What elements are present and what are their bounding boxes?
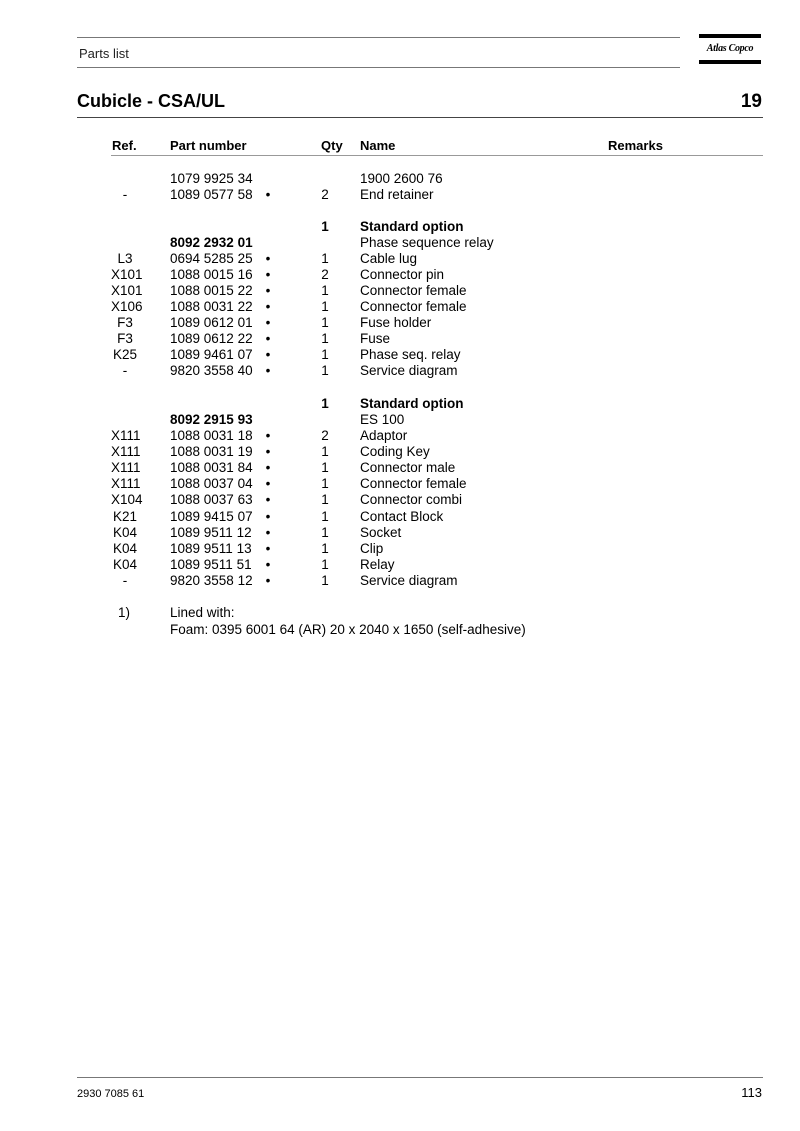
row-marker: • xyxy=(265,541,271,556)
row-name: 1900 2600 76 xyxy=(360,171,443,186)
table-row xyxy=(0,460,800,476)
row-name: Adaptor xyxy=(360,428,408,443)
row-ref: X104 xyxy=(111,492,143,507)
document-number: 2930 7085 61 xyxy=(77,1088,145,1100)
row-qty: 2 xyxy=(321,267,329,282)
row-ref: - xyxy=(122,573,128,588)
row-name: Phase sequence relay xyxy=(360,235,494,250)
row-name: Connector combi xyxy=(360,492,463,507)
table-row xyxy=(0,541,800,557)
row-part-number: 1088 0015 22 xyxy=(170,283,253,298)
row-name: Standard option xyxy=(360,396,464,411)
row-name: Coding Key xyxy=(360,444,430,459)
row-part-number: 1088 0037 63 xyxy=(170,492,253,507)
table-row xyxy=(0,509,800,525)
table-row xyxy=(0,219,800,235)
row-qty: 1 xyxy=(321,509,329,524)
table-row xyxy=(0,412,800,428)
row-marker: • xyxy=(265,299,271,314)
row-marker: • xyxy=(265,444,271,459)
row-part-number: 1089 9511 12 xyxy=(170,525,252,540)
column-header-ref: Ref. xyxy=(112,138,137,153)
row-marker: • xyxy=(265,347,271,362)
row-marker: • xyxy=(265,460,271,475)
row-qty: 2 xyxy=(321,187,329,202)
row-ref: X106 xyxy=(111,299,143,314)
row-marker: • xyxy=(265,267,271,282)
header-bottom-rule xyxy=(77,67,680,68)
row-name: Contact Block xyxy=(360,509,444,524)
row-marker: • xyxy=(265,363,271,378)
row-part-number: 8092 2915 93 xyxy=(170,412,253,427)
table-row xyxy=(0,299,800,315)
table-row xyxy=(0,363,800,379)
row-qty: 1 xyxy=(321,315,329,330)
row-name: Service diagram xyxy=(360,573,458,588)
row-name: Fuse holder xyxy=(360,315,432,330)
footnote-line-1: Lined with: xyxy=(170,605,235,620)
row-part-number: 9820 3558 40 xyxy=(170,363,253,378)
row-qty: 1 xyxy=(321,363,329,378)
row-part-number: 1088 0031 18 xyxy=(170,428,253,443)
row-ref: - xyxy=(122,187,128,202)
row-qty: 1 xyxy=(321,541,329,556)
row-name: Cable lug xyxy=(360,251,418,266)
header-top-rule xyxy=(77,37,680,38)
row-part-number: 1088 0031 19 xyxy=(170,444,253,459)
row-marker: • xyxy=(265,331,271,346)
table-row xyxy=(0,315,800,331)
row-marker: • xyxy=(265,573,271,588)
row-ref: K25 xyxy=(112,347,138,362)
row-ref: F3 xyxy=(117,315,133,330)
row-qty: 1 xyxy=(321,460,329,475)
row-qty: 1 xyxy=(321,347,329,362)
row-part-number: 1089 9511 51 xyxy=(170,557,252,572)
row-part-number: 1089 9461 07 xyxy=(170,347,253,362)
footnote-line-2: Foam: 0395 6001 64 (AR) 20 x 2040 x 1650 (self-adhesive) xyxy=(170,622,526,637)
logo-top-bar xyxy=(699,34,761,38)
row-ref: - xyxy=(122,363,128,378)
table-row xyxy=(0,187,800,203)
row-ref: X101 xyxy=(111,283,143,298)
column-header-remarks: Remarks xyxy=(608,138,663,153)
row-marker: • xyxy=(265,251,271,266)
row-marker: • xyxy=(265,315,271,330)
table-row xyxy=(0,492,800,508)
row-part-number: 1089 0612 22 xyxy=(170,331,253,346)
row-ref: K04 xyxy=(112,525,138,540)
column-header-part-number: Part number xyxy=(170,138,247,153)
table-row xyxy=(0,396,800,412)
table-row xyxy=(0,476,800,492)
header-label: Parts list xyxy=(79,46,129,61)
row-part-number: 1089 0612 01 xyxy=(170,315,253,330)
row-name: End retainer xyxy=(360,187,434,202)
page-number: 113 xyxy=(741,1085,762,1100)
row-qty: 1 xyxy=(321,444,329,459)
row-ref: K04 xyxy=(112,541,138,556)
footer-rule xyxy=(77,1077,763,1078)
row-ref: X111 xyxy=(111,460,141,475)
row-part-number: 9820 3558 12 xyxy=(170,573,253,588)
table-row xyxy=(0,557,800,573)
column-header-rule xyxy=(111,155,763,156)
table-row xyxy=(0,573,800,589)
row-qty: 2 xyxy=(321,428,329,443)
row-name: Connector pin xyxy=(360,267,445,282)
row-qty: 1 xyxy=(321,573,329,588)
row-qty: 1 xyxy=(321,331,329,346)
table-row xyxy=(0,347,800,363)
row-name: Relay xyxy=(360,557,395,572)
row-name: Connector female xyxy=(360,476,467,491)
row-marker: • xyxy=(265,187,271,202)
table-row xyxy=(0,251,800,267)
table-row xyxy=(0,267,800,283)
row-part-number: 0694 5285 25 xyxy=(170,251,253,266)
row-name: ES 100 xyxy=(360,412,405,427)
logo-wordmark: Atlas Copco xyxy=(706,43,754,54)
row-name: Service diagram xyxy=(360,363,458,378)
section-number: 19 xyxy=(740,91,762,112)
logo-bottom-bar xyxy=(699,60,761,64)
footnote-number: 1) xyxy=(118,605,131,620)
row-part-number: 1088 0037 04 xyxy=(170,476,253,491)
table-row xyxy=(0,235,800,251)
row-part-number: 1089 9511 13 xyxy=(170,541,252,556)
row-part-number: 1088 0031 22 xyxy=(170,299,253,314)
row-marker: • xyxy=(265,492,271,507)
row-part-number: 1088 0015 16 xyxy=(170,267,253,282)
row-qty: 1 xyxy=(321,219,329,234)
row-part-number: 1088 0031 84 xyxy=(170,460,253,475)
row-part-number: 1079 9925 34 xyxy=(170,171,253,186)
section-title: Cubicle - CSA/UL xyxy=(77,91,226,111)
row-part-number: 1089 0577 58 xyxy=(170,187,253,202)
table-row xyxy=(0,331,800,347)
row-name: Fuse xyxy=(360,331,391,346)
row-name: Connector male xyxy=(360,460,456,475)
row-qty: 1 xyxy=(321,557,329,572)
row-ref: K04 xyxy=(112,557,138,572)
row-name: Connector female xyxy=(360,283,467,298)
table-row xyxy=(0,444,800,460)
row-name: Socket xyxy=(360,525,402,540)
row-qty: 1 xyxy=(321,396,329,411)
table-row xyxy=(0,283,800,299)
row-part-number: 1089 9415 07 xyxy=(170,509,253,524)
row-name: Clip xyxy=(360,541,384,556)
row-ref: X111 xyxy=(111,476,141,491)
atlas-copco-logo xyxy=(699,34,761,66)
row-marker: • xyxy=(265,283,271,298)
row-marker: • xyxy=(265,428,271,443)
row-ref: X111 xyxy=(111,428,141,443)
row-ref: X101 xyxy=(111,267,143,282)
row-marker: • xyxy=(265,509,271,524)
row-qty: 1 xyxy=(321,299,329,314)
row-marker: • xyxy=(265,476,271,491)
table-row xyxy=(0,525,800,541)
row-qty: 1 xyxy=(321,492,329,507)
column-header-name: Name xyxy=(360,138,396,153)
row-marker: • xyxy=(265,557,271,572)
row-qty: 1 xyxy=(321,525,329,540)
title-rule xyxy=(77,117,763,118)
row-name: Standard option xyxy=(360,219,464,234)
row-ref: X111 xyxy=(111,444,141,459)
row-qty: 1 xyxy=(321,283,329,298)
row-name: Phase seq. relay xyxy=(360,347,461,362)
table-row xyxy=(0,428,800,444)
row-ref: F3 xyxy=(117,331,133,346)
row-ref: L3 xyxy=(117,251,133,266)
column-header-qty: Qty xyxy=(321,138,343,153)
row-name: Connector female xyxy=(360,299,467,314)
row-ref: K21 xyxy=(112,509,138,524)
row-qty: 1 xyxy=(321,476,329,491)
row-qty: 1 xyxy=(321,251,329,266)
row-marker: • xyxy=(265,525,271,540)
table-row xyxy=(0,171,800,187)
row-part-number: 8092 2932 01 xyxy=(170,235,253,250)
